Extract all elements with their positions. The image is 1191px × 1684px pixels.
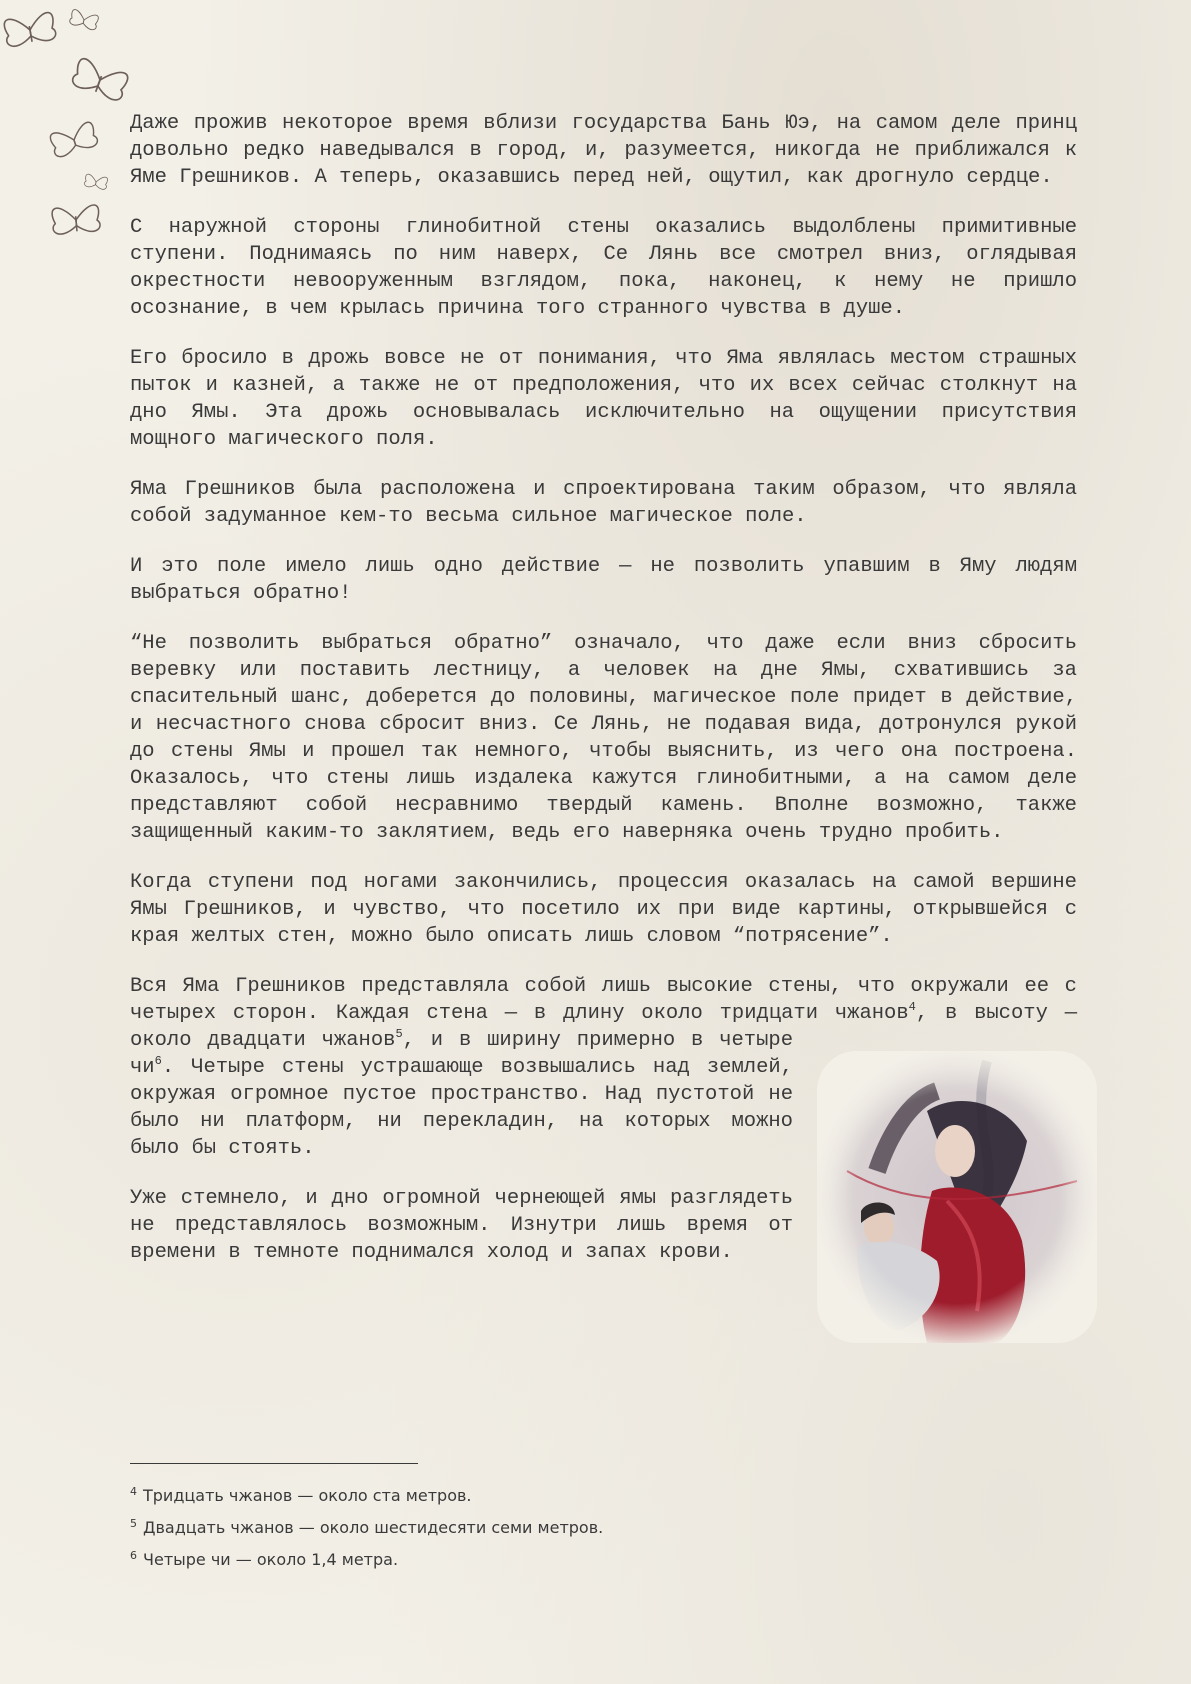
paragraph-6: “Не позволить выбраться обратно” означало, что даже если вниз сбросить веревку или поставить лестницу, а человек на дне Ямы, схватившись за спасительный шанс, доберется до половины, магическое поле придет в действие, и несчастного снова сбросит вниз. Се Лянь, не подавая вида, дотронулся рукой до стены Ямы и прошел так немного, чтобы выяснить, из чего она построена. Оказалось, что стены лишь издалека кажутся глинобитными, а на самом деле представляют собой несравнимо твердый камень. Вполне возможно, также защищенный каким-то заклятием, ведь его наверняка очень трудно пробить. <box>130 632 1077 844</box>
illustration-two-figures <box>817 1051 1097 1343</box>
paragraph-4: Яма Грешников была расположена и спроектирована таким образом, что являла собой задуманное кем-то весьма сильное магическое поле. <box>130 478 1077 528</box>
footnote-separator <box>130 1463 418 1464</box>
footnote-number: 4 <box>130 1484 137 1498</box>
p8-part2: , в высоту — около двадцати чжанов <box>130 1002 1077 1052</box>
footnote-text: Четыре чи — около 1,4 метра. <box>143 1550 399 1569</box>
footnote-ref-6[interactable]: 6 <box>154 1054 162 1069</box>
footnote-number: 5 <box>130 1516 137 1530</box>
footnote-ref-5[interactable]: 5 <box>395 1027 403 1042</box>
footnote-number: 6 <box>130 1548 137 1562</box>
paragraph-2: С наружной стороны глинобитной стены оказались выдолблены примитивные ступени. Поднимаясь по ним наверх, Се Лянь все смотрел вниз, оглядывая окрестности невооруженным взглядом, пока, наконец, к нему не пришло осознание, в чем крылась причина того странного чувства в душе. <box>130 216 1077 320</box>
footnotes <box>130 1480 830 1576</box>
footnote-4 <box>130 1480 830 1512</box>
footnote-text: Тридцать чжанов — около ста метров. <box>143 1486 472 1505</box>
footnote-6 <box>130 1544 830 1576</box>
footnote-text: Двадцать чжанов — около шестидесяти семи метров. <box>143 1518 604 1537</box>
butterflies-icon <box>0 0 140 260</box>
paragraph-1: Даже прожив некоторое время вблизи государства Бань Юэ, на самом деле принц довольно редко наведывался в город, и, разумеется, никогда не приближался к Яме Грешников. А теперь, оказавшись перед ней, ощутил, как дрогнуло сердце. <box>130 112 1077 189</box>
p8-part1: Вся Яма Грешников представляла собой лишь высокие стены, что окружали ее с четырех сторон. Каждая стена — в длину около тридцати чжанов <box>130 975 1077 1025</box>
paragraph-5: И это поле имело лишь одно действие — не позволить упавшим в Яму людям выбраться обратно! <box>130 555 1077 605</box>
footnote-5 <box>130 1512 830 1544</box>
p8-part3: , и в ширину примерно в четыре чи <box>130 1029 794 1079</box>
paragraph-7: Когда ступени под ногами закончились, процессия оказалась на самой вершине Ямы Грешников, и чувство, что посетило их при виде картины, открывшейся с края желтых стен, можно было описать лишь словом “потрясение”. <box>130 871 1077 948</box>
p8-part4: . Четыре стены устрашающе возвышались над землей, окружая огромное пустое пространство. Над пустотой не было ни платформ, ни перекладин, на которых можно было бы стоять. <box>130 1056 793 1160</box>
footnote-ref-4[interactable]: 4 <box>908 1000 916 1015</box>
paragraph-3: Его бросило в дрожь вовсе не от понимания, что Яма являлась местом страшных пыток и казней, а также не от предположения, что их всех сейчас столкнут на дно Ямы. Эта дрожь основывалась исключительно на ощущении присутствия мощного магического поля. <box>130 347 1077 451</box>
paragraph-9: Уже стемнело, и дно огромной чернеющей ямы разглядеть не представлялось возможным. Изнутри лишь время от времени в темноте поднимался холод и запах крови. <box>130 1187 793 1264</box>
paragraph-8 <box>130 973 1077 1162</box>
main-text <box>130 110 1077 1343</box>
